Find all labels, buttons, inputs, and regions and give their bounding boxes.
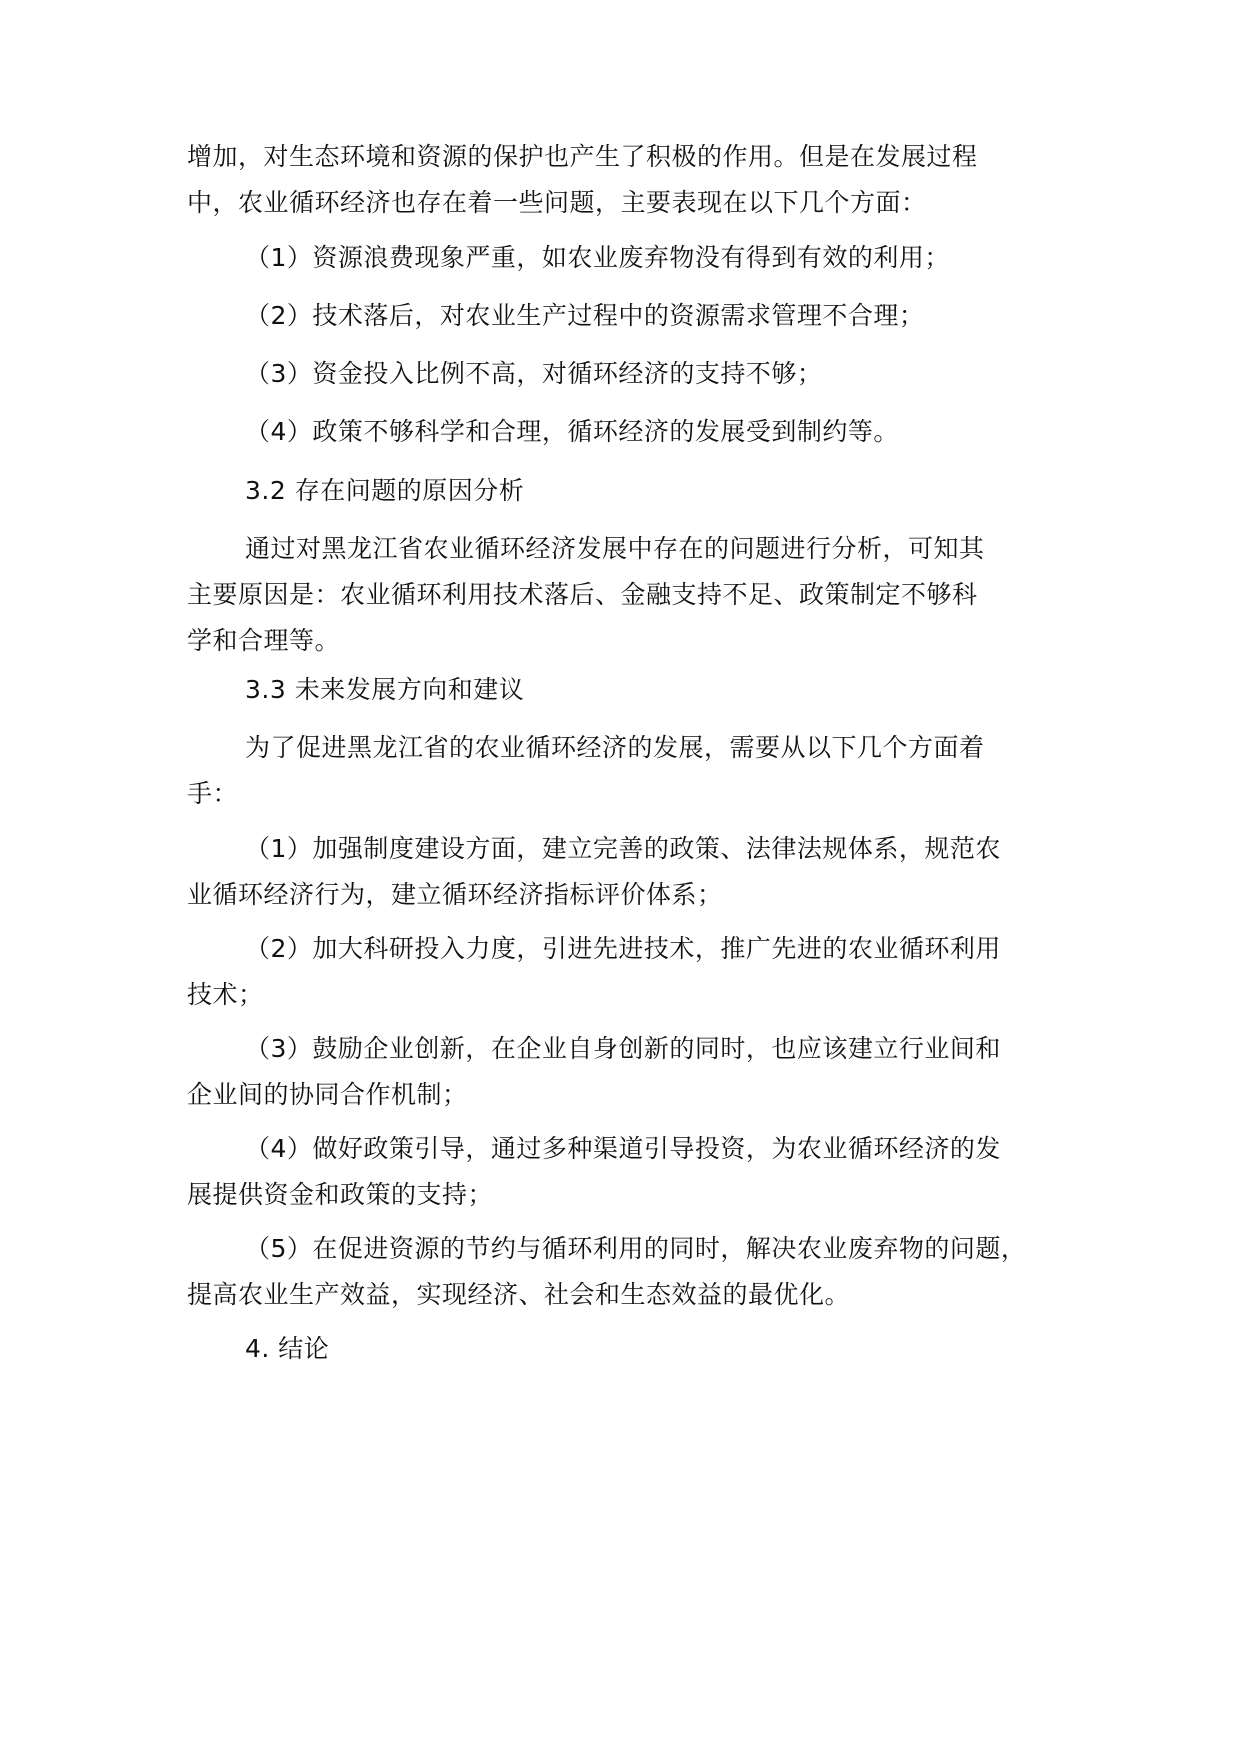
heading-text: 3.2 存在问题的原因分析 [245,476,525,505]
text-line: 学和合理等。 [187,626,341,655]
section-heading-3-2 [187,468,1087,514]
text-line: 手： [187,779,239,808]
text-line: （5）在促进资源的节约与循环利用的同时，解决农业废弃物的问题， [245,1234,1027,1263]
text-line: 提高农业生产效益，实现经济、社会和生态效益的最优化。 [187,1280,851,1309]
list-item-recommendation-3 [187,1026,1087,1118]
text-line: 中，农业循环经济也存在着一些问题，主要表现在以下几个方面： [187,188,927,217]
text-line: 主要原因是：农业循环利用技术落后、金融支持不足、政策制定不够科 [187,580,978,609]
list-item-recommendation-1 [187,826,1087,918]
text-line: （3）鼓励企业创新，在企业自身创新的同时，也应该建立行业间和 [245,1034,1001,1063]
list-item-recommendation-4 [187,1126,1087,1218]
heading-text: 3.3 未来发展方向和建议 [245,675,525,704]
text-line: 企业间的协同合作机制； [187,1080,468,1109]
text-line: 为了促进黑龙江省的农业循环经济的发展，需要从以下几个方面着 [245,733,985,762]
section-heading-3-3 [187,667,1087,713]
text-line: 展提供资金和政策的支持； [187,1180,494,1209]
heading-text: 4. 结论 [245,1334,330,1363]
text-line: （4）做好政策引导，通过多种渠道引导投资，为农业循环经济的发 [245,1134,1001,1163]
list-item-problem-3 [187,351,1087,397]
list-item-recommendation-2 [187,926,1087,1018]
text-line: （1）加强制度建设方面，建立完善的政策、法律法规体系，规范农 [245,834,1001,863]
list-item-problem-2 [187,293,1087,339]
paragraph-continuation [187,134,1087,226]
text-line: （4）政策不够科学和合理，循环经济的发展受到制约等。 [245,417,899,446]
text-line: （2）加大科研投入力度，引进先进技术，推广先进的农业循环利用 [245,934,1001,963]
text-line: 技术； [187,980,264,1009]
text-line: （3）资金投入比例不高，对循环经济的支持不够； [245,359,823,388]
list-item-recommendation-5 [187,1226,1087,1318]
text-line: （1）资源浪费现象严重，如农业废弃物没有得到有效的利用； [245,243,950,272]
list-item-problem-1 [187,235,1087,281]
text-line: 业循环经济行为，建立循环经济指标评价体系； [187,880,723,909]
text-line: 增加，对生态环境和资源的保护也产生了积极的作用。但是在发展过程 [187,142,978,171]
paragraph-cause-analysis [187,526,1087,664]
paragraph-recommendations-intro [187,725,1087,817]
text-line: （2）技术落后，对农业生产过程中的资源需求管理不合理； [245,301,925,330]
section-heading-4 [187,1326,1087,1372]
text-line: 通过对黑龙江省农业循环经济发展中存在的问题进行分析，可知其 [245,534,985,563]
list-item-problem-4 [187,409,1087,455]
